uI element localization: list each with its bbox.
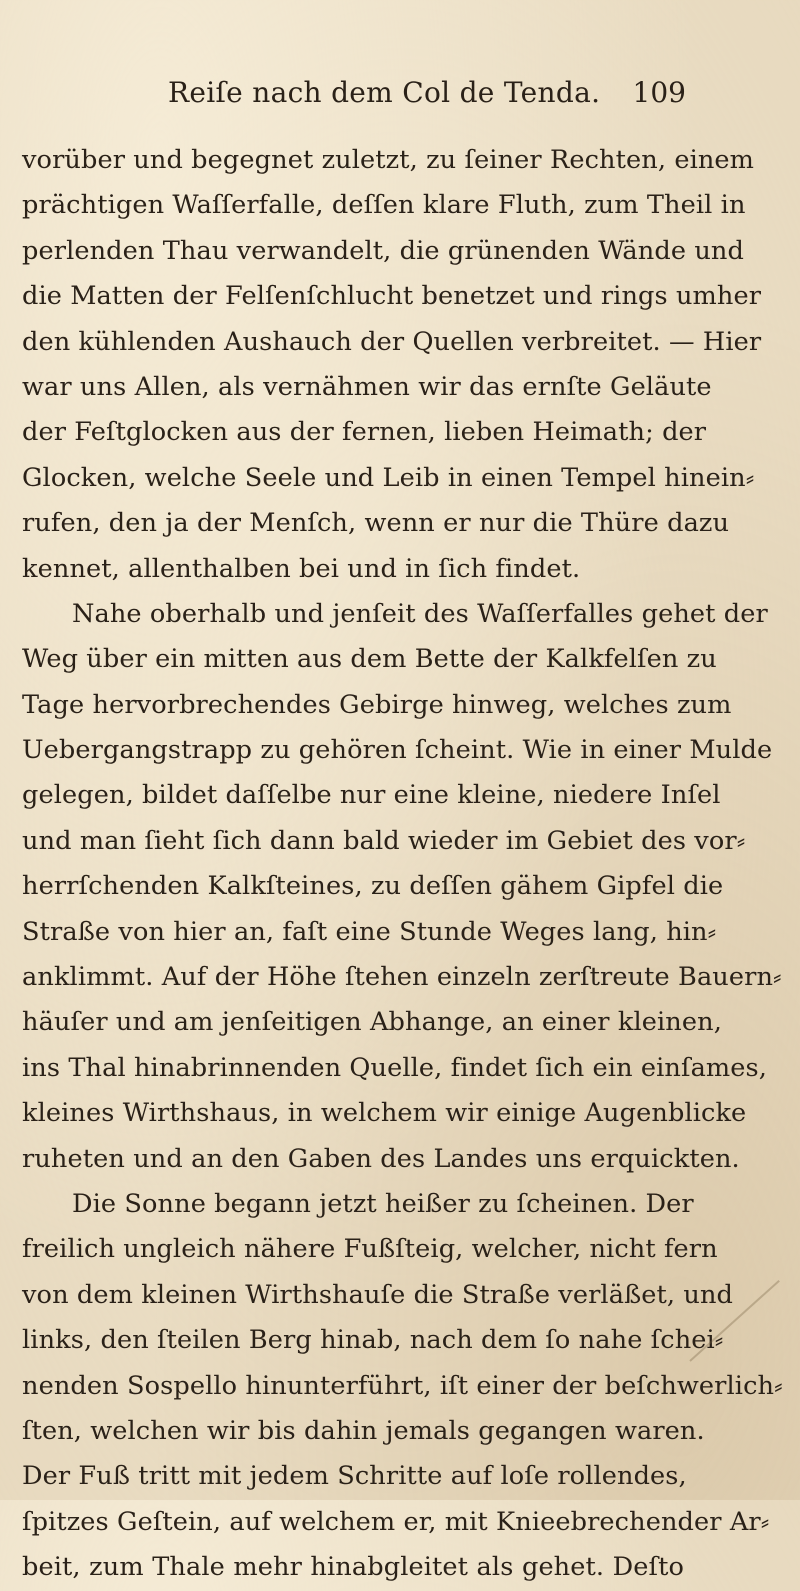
text-line: perlenden Thau verwandelt, die grünenden Wände und xyxy=(22,235,744,266)
text-line: prächtigen Waſſerfalle, deſſen klare Fluth, zum Theil in xyxy=(22,190,746,221)
text-line: nenden Sospello hinunterführt, iſt einer der beſchwerlich⸗ xyxy=(22,1370,783,1401)
text-line-paragraph-start: Die Sonne begann jetzt heißer zu ſcheinen. Der xyxy=(72,1188,694,1219)
text-line: freilich ungleich nähere Fußſteig, welcher, nicht fern xyxy=(22,1234,718,1265)
text-line: ſten, welchen wir bis dahin jemals gegangen waren. xyxy=(22,1415,705,1446)
text-line: kennet, allenthalben bei und in ſich findet. xyxy=(22,553,581,584)
page-number: 109 xyxy=(632,76,686,109)
text-line: der Feſtglocken aus der fernen, lieben Heimath; der xyxy=(22,417,707,448)
text-line: Der Fuß tritt mit jedem Schritte auf loſe rollendes, xyxy=(22,1461,687,1492)
running-title: Reiſe nach dem Col de Tenda. xyxy=(168,76,601,109)
text-line: und man ſieht ſich dann bald wieder im Gebiet des vor⸗ xyxy=(22,825,746,856)
text-line: Weg über ein mitten aus dem Bette der Kalkfelſen zu xyxy=(22,644,717,675)
text-line: herrſchenden Kalkſteines, zu deſſen gähem Gipfel die xyxy=(22,871,724,902)
text-line: beit, zum Thale mehr hinabgleitet als gehet. Deſto xyxy=(22,1552,684,1583)
text-line: Uebergangstrapp zu gehören ſcheint. Wie in einer Mulde xyxy=(22,735,773,766)
text-line: gelegen, bildet daſſelbe nur eine kleine, niedere Inſel xyxy=(22,780,721,811)
text-line: die Matten der Felſenſchlucht benetzet und rings umher xyxy=(22,281,762,312)
text-line: von dem kleinen Wirthshauſe die Straße verläßet, und xyxy=(22,1279,734,1310)
text-line: ruheten und an den Gaben des Landes uns erquickten. xyxy=(22,1143,740,1174)
text-line: kleines Wirthshaus, in welchem wir einige Augenblicke xyxy=(22,1098,747,1129)
running-head xyxy=(0,70,800,120)
text-line-paragraph-start: Nahe oberhalb und jenſeit des Waſſerfalles gehet der xyxy=(72,598,768,629)
text-line: Glocken, welche Seele und Leib in einen Tempel hinein⸗ xyxy=(22,462,755,493)
text-line: war uns Allen, als vernähmen wir das ernſte Geläute xyxy=(22,371,712,402)
text-line: ſpitzes Geſtein, auf welchem er, mit Knieebrechender Ar⸗ xyxy=(22,1506,770,1537)
text-line: Tage hervorbrechendes Gebirge hinweg, welches zum xyxy=(22,689,732,720)
text-line: ins Thal hinabrinnenden Quelle, findet ſich ein einſames, xyxy=(22,1052,768,1083)
text-line: anklimmt. Auf der Höhe ſtehen einzeln zerſtreute Bauern⸗ xyxy=(22,962,782,993)
text-line: Straße von hier an, faſt eine Stunde Weges lang, hin⸗ xyxy=(22,916,717,947)
text-line: vorüber und begegnet zuletzt, zu ſeiner Rechten, einem xyxy=(22,145,755,175)
text-line: rufen, den ja der Menſch, wenn er nur die Thüre dazu xyxy=(22,508,730,539)
text-line: links, den ſteilen Berg hinab, nach dem ſo nahe ſchei⸗ xyxy=(22,1325,724,1356)
text-line: den kühlenden Aushauch der Quellen verbreitet. — Hier xyxy=(22,326,762,357)
body-text xyxy=(22,138,783,1591)
text-line: häuſer und am jenſeitigen Abhange, an einer kleinen, xyxy=(22,1007,722,1038)
